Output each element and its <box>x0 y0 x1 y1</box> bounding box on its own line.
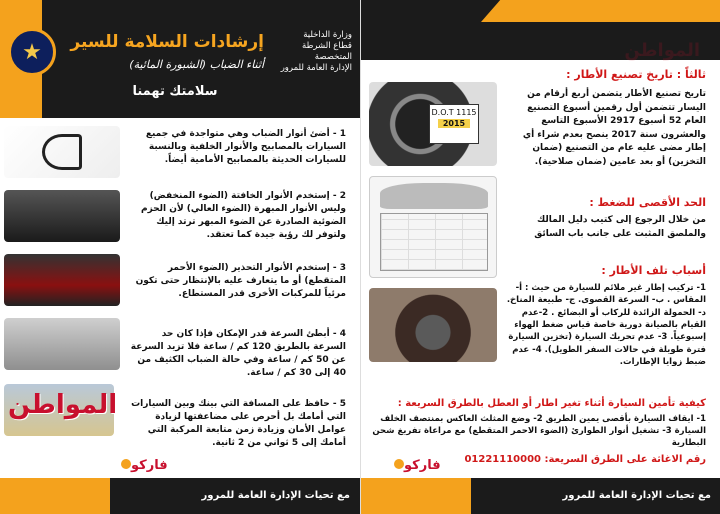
police-emblem-icon: ★ <box>8 28 56 76</box>
watermark-text: المواطن <box>624 40 700 61</box>
page-subtitle: أثناء الضباب (الشبورة المائية) <box>129 58 264 71</box>
left-header <box>0 0 360 118</box>
tire-info-panel <box>360 0 720 514</box>
orange-stripe <box>361 478 471 514</box>
tip-item: 5 - حافظ على المسافة التي بينك وبين السيارات التي أمامك بل أحرص على مضاعفتها لزيادة عوامل الأمان وزيادة زمن متابعة المركبة التي أمامك إلى 5 ثواني من 2 ثانية. <box>131 399 346 449</box>
pressure-table <box>380 213 488 271</box>
sponsor-logo <box>391 458 441 473</box>
watermark-logo: المواطن <box>8 390 118 420</box>
hazard-light-image <box>4 254 120 306</box>
fog-light-image <box>4 126 120 178</box>
ministry-line: وزارة الداخلية <box>303 30 352 40</box>
section-title: الحد الأقصى للضغط : <box>589 196 706 209</box>
sponsor-dot-icon <box>121 459 131 469</box>
emergency-phone <box>464 454 706 465</box>
section-body: 1- تركيب إطار غير ملائم للسيارة من حيث : أ- المقاس . ب- السرعة القصوى. ج- طبيعة المناخ. د- الحمولة الزائدة للركاب أو البضائع . 2-عدم القيام بالصيانة دورية خاصة قياس ضغط الهواء إسبوعياً. 3- عدم تحريك السيارة (تخزين السيارة فترة طويلة في حالات السفر الطويل). 4- عدم ضبط زوايا الإطارات. <box>506 283 706 367</box>
section-title: كيفية تأمين السيارة أثناء تغير اطار أو العطل بالطرق السريعة : <box>397 398 706 409</box>
orange-stripe <box>0 478 110 514</box>
footer-text: مع تحيات الإدارة العامة للمرور <box>562 490 711 501</box>
right-footer <box>361 478 720 514</box>
tip-item: 2 - إستخدم الأنوار الخافتة (الضوء المنخفض) وليس الأنوار المبهرة (الضوء العالي) لأن الحزم الضوئية الصادرة عن الضوء المبهر ترتد إليك ولتوفر لك رؤية جيدة كما تعتقد. <box>140 191 346 241</box>
dot-code: D.O.T 1115 <box>431 108 477 117</box>
fog-road-image <box>4 318 120 370</box>
section-body: 1- ايقاف السيارة بأقصى يمين الطريق 2- وضع المثلث العاكس بمنتصف الخلف السيارة 3- تشغيل أنوار الطوارئ (الضوء الاحمر المتقطع) مع مراعاة تفريغ شحن البطارية <box>372 414 706 448</box>
section-body: تاريخ تصنيع الأطار يتضمن أربع أرقام من اليسار تتضمن أول رقمين أسبوع التصنيع العام 52 أسبوع 2917 الأسبوع التاسع والعشرون سنة 2017 ينصح بعدم شراء أي إطار مضى عليه عام من التصنيع (ضمان التخزين) أو بعد عامين (ضمان صلاحية). <box>522 89 706 167</box>
ministry-line: قطاع الشرطة المتخصصة <box>302 41 352 63</box>
tip-item: 3 - إستخدم الأنوار التحذير (الضوء الأحمر المتقطع) أو ما يتعارف عليه بالإنتظار حتى تكون مرئياً للمركبات الأخرى قدر المستطاع. <box>135 263 346 300</box>
section-title: أسباب تلف الأطار : <box>601 264 706 277</box>
ministry-line: الإدارة العامة للمرور <box>280 63 352 74</box>
phone-label: رقم الاغاثة على الطرق السريعة: <box>544 454 706 465</box>
dot-code-label <box>429 104 479 144</box>
section-body: من خلال الرجوع إلى كتيب دليل المالك والملصق المثبت على جانب باب السائق <box>534 215 706 239</box>
tire-year: 2015 <box>438 119 470 128</box>
sponsor-name: فاركو <box>131 458 168 473</box>
tip-item: 1 - أضئ أنوار الضباب وهي متواجدة في جميع السيارات بالمصابيح والأنوار الخلفية وبالنسبة للسيارات الحديثة بالمصابيح الأمامية أيضاً. <box>145 129 346 166</box>
tire-date-image <box>369 82 497 166</box>
footer-text: مع تحيات الإدارة العامة للمرور <box>201 490 350 501</box>
low-beam-image <box>4 190 120 242</box>
tip-item: 4 - أبطئ السرعة قدر الإمكان فإذا كان حد السرعة بالطريق 120 كم / ساعة فلا تزيد السرعة عن 50 كم / ساعة وفي حالة الضباب الكثيف من 40 إلى 30 كم / ساعة. <box>130 329 346 379</box>
left-footer <box>0 478 360 514</box>
sponsor-dot-icon <box>394 459 404 469</box>
ministry-block <box>268 30 352 74</box>
section-title: ثالثاً : تاريخ تصنيع الأطار : <box>566 68 706 81</box>
tire-pressure-chart-image <box>369 176 497 278</box>
fog-light-icon <box>42 134 82 170</box>
sponsor-name: فاركو <box>404 458 441 473</box>
damaged-tire-image <box>369 288 497 362</box>
sponsor-logo <box>118 458 168 473</box>
orange-stripe <box>481 0 720 22</box>
phone-number: 01221110000 <box>464 454 541 465</box>
slogan: سلامتك تهمنا <box>132 84 218 99</box>
car-icon <box>380 183 488 209</box>
page-title: إرشادات السلامة للسير <box>70 32 264 52</box>
